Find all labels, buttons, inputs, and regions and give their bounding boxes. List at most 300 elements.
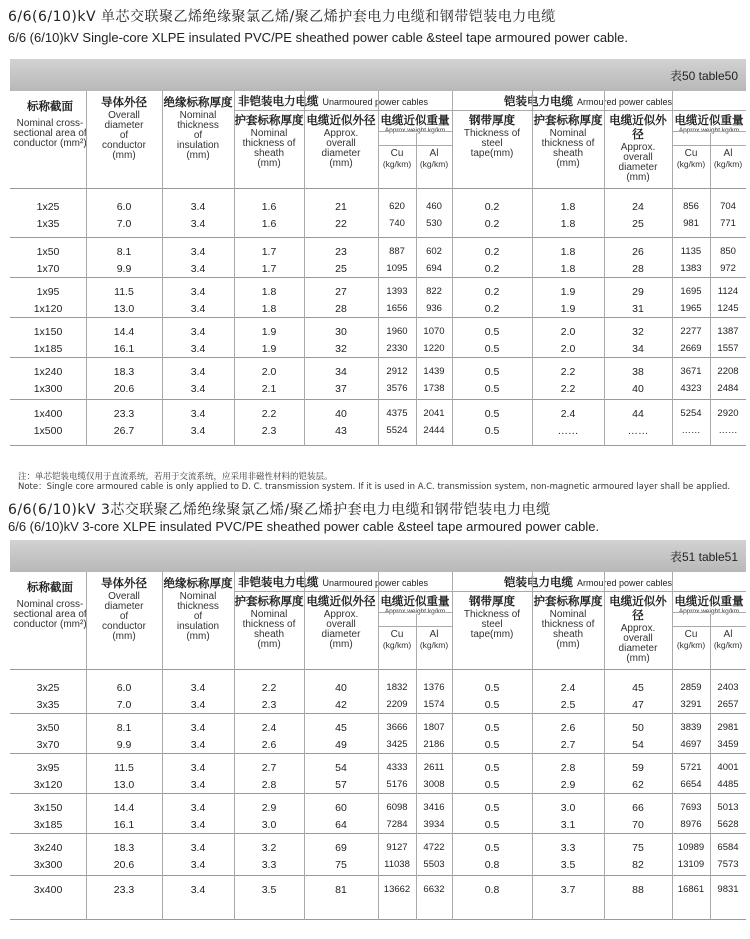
table50-note-en: Note：Single core armoured cable is only applied to D. C. transmission system. If it is used in A.C. transmission system, non-magnetic armoured layer shall be applied. [18, 482, 731, 492]
column-rule [234, 91, 235, 446]
header-armoured-weight-al-unit: (kg/km) [713, 159, 743, 169]
header-armoured-weight-en: Approx.weight kg/km [678, 127, 740, 134]
table-cell: 0.5 [484, 762, 500, 774]
table-cell: 2669 [680, 343, 702, 354]
table-cell: 1.6 [261, 201, 277, 213]
table-cell: 45 [632, 682, 644, 694]
table-cell: 42 [335, 699, 347, 711]
table-cell: 4001 [717, 762, 739, 773]
header-insulation-thickness [162, 576, 234, 642]
header-weight-cu-label: Cu [390, 629, 404, 640]
table-cell: 2041 [423, 408, 445, 419]
header-armoured [504, 574, 672, 590]
header-sheath-thickness [234, 594, 304, 650]
table-cell: 2.3 [261, 699, 277, 711]
table-cell: 9831 [717, 884, 739, 895]
header-armoured-weight-al-label: Al [723, 148, 733, 159]
header-rule [672, 131, 746, 132]
table-cell: 1x25 [36, 201, 60, 213]
table-cell: 69 [335, 842, 347, 854]
table-cell: 460 [426, 201, 442, 212]
table-cell: 28 [335, 303, 347, 315]
table-cell: 3.4 [190, 802, 206, 814]
table-cell: 2.0 [261, 366, 277, 378]
table-cell: 1x150 [33, 326, 63, 338]
table-cell: 40 [335, 408, 347, 420]
table-cell: 7693 [680, 802, 702, 813]
table-cell: 1383 [680, 263, 702, 274]
header-armoured-weight-al [710, 630, 746, 650]
column-rule [162, 572, 163, 920]
table-cell: 2.1 [261, 383, 277, 395]
header-conductor-diameter-cn: 导体外径 [101, 576, 147, 590]
table-cell: 2444 [423, 425, 445, 436]
table-cell: 0.5 [484, 779, 500, 791]
table-cell: 1.8 [560, 218, 576, 230]
table-cell: 11038 [384, 859, 410, 870]
table-cell: 3x120 [33, 779, 63, 791]
column-rule [416, 133, 417, 446]
header-sheath-thickness [234, 113, 304, 169]
table-cell: 13662 [383, 884, 411, 895]
table-cell: 6584 [717, 842, 739, 853]
table-cell: 2.2 [560, 366, 576, 378]
header-nominal-area [10, 580, 90, 630]
table-cell: 1x120 [33, 303, 63, 315]
table-cell: 6.0 [116, 682, 132, 694]
table-cell: 47 [632, 699, 644, 711]
table-cell: 3.4 [190, 682, 206, 694]
table-cell: 1124 [717, 286, 739, 297]
table-cell: 1807 [423, 722, 445, 733]
table-cell: 3.2 [261, 842, 277, 854]
table-cell: 3425 [386, 739, 408, 750]
header-insulation-thickness-cn: 绝缘标称厚度 [163, 576, 233, 590]
header-rule [378, 626, 452, 627]
header-armoured-weight-cu-label: Cu [684, 148, 698, 159]
table-cell: 1.8 [560, 246, 576, 258]
table-cell: 0.5 [484, 722, 500, 734]
table-cell: 0.5 [484, 819, 500, 831]
table-cell: 7284 [386, 819, 408, 830]
table-cell: 3x70 [36, 739, 60, 751]
table-cell: 4485 [717, 779, 739, 790]
header-armoured-sheath-thickness-en: Nominal thickness of sheath (mm) [541, 128, 595, 169]
header-weight-en: Approx.weight kg/km [384, 127, 446, 134]
table-cell: 0.5 [484, 383, 500, 395]
table-cell: 0.2 [484, 201, 500, 213]
table-cell: 3x150 [33, 802, 63, 814]
table-cell: 0.5 [484, 366, 500, 378]
header-unarmoured [238, 93, 428, 109]
table-cell: 704 [720, 201, 736, 212]
header-unarmoured-cn: 非铠装电力电缆 [238, 575, 319, 589]
header-weight-al [416, 149, 452, 169]
header-overall-diameter-en: Approx. overall diameter (mm) [321, 128, 361, 169]
table-cell: 8976 [680, 819, 702, 830]
table-cell: 936 [426, 303, 442, 314]
table-cell: 620 [389, 201, 405, 212]
header-armoured-weight-cn: 电缆近似重量 [674, 113, 744, 127]
table-cell: 1738 [423, 383, 445, 394]
table50-title-cn: 6/6(6/10)kV 单芯交联聚乙烯绝缘聚氯乙烯/聚乙烯护套电力电缆和钢带铠装电力电缆 [8, 9, 556, 25]
table-cell: 3.7 [560, 884, 576, 896]
table-cell: 25 [632, 218, 644, 230]
table-cell: 3671 [680, 366, 702, 377]
header-weight-cn: 电缆近似重量 [380, 113, 450, 127]
table-cell: 740 [389, 218, 405, 229]
table-cell: 1x300 [33, 383, 63, 395]
table-cell: 4375 [386, 408, 408, 419]
table-cell: 3.4 [190, 779, 206, 791]
header-weight-cu [378, 630, 416, 650]
table-cell: 3.4 [190, 366, 206, 378]
table-cell: 37 [335, 383, 347, 395]
header-overall-diameter [304, 113, 378, 169]
table50 [10, 59, 746, 446]
table-cell: 5524 [386, 425, 408, 436]
table-cell: 850 [720, 246, 736, 257]
table-cell: 3.3 [560, 842, 576, 854]
table-cell: 1x185 [33, 343, 63, 355]
table-cell: 2.9 [560, 779, 576, 791]
table-cell: 57 [335, 779, 347, 791]
header-armoured-weight-al-label: Al [723, 629, 733, 640]
table-cell: 2277 [680, 326, 702, 337]
header-sheath-thickness-cn: 护套标称厚度 [234, 594, 304, 608]
table-cell: 2.5 [560, 699, 576, 711]
table-cell: 75 [632, 842, 644, 854]
table-cell: 6.0 [116, 201, 132, 213]
header-overall-diameter [304, 594, 378, 650]
column-rule [532, 91, 533, 446]
table-cell: 1832 [386, 682, 408, 693]
table-cell: 3.5 [560, 859, 576, 871]
table-cell: 972 [720, 263, 736, 274]
table-cell: 23.3 [113, 884, 135, 896]
header-unarmoured-cn: 非铠装电力电缆 [238, 94, 319, 108]
table-cell: 0.5 [484, 326, 500, 338]
table-cell: 1.8 [560, 263, 576, 275]
table-cell: 2657 [717, 699, 739, 710]
table-cell: …… [627, 425, 649, 437]
table-cell: 9.9 [116, 263, 132, 275]
table-cell: 2208 [717, 366, 739, 377]
table-cell: 0.5 [484, 802, 500, 814]
table-label: 表51 table51 [669, 549, 738, 564]
table-cell: 3.4 [190, 762, 206, 774]
table-cell: 14.4 [113, 802, 135, 814]
table-cell: 3839 [680, 722, 702, 733]
table-cell: 16861 [677, 884, 705, 895]
table-label-bar [10, 59, 746, 91]
header-armoured-sheath-thickness-cn: 护套标称厚度 [533, 594, 603, 608]
header-sheath-thickness-en: Nominal thickness of sheath (mm) [242, 128, 296, 169]
header-armoured-cn: 铠装电力电缆 [504, 94, 573, 108]
table-cell: 4323 [680, 383, 702, 394]
table-cell: 54 [335, 762, 347, 774]
header-nominal-area-en: Nominal cross-sectional area of conductor (mm²) [13, 599, 87, 630]
table-cell: 5721 [680, 762, 702, 773]
table-cell: 40 [632, 383, 644, 395]
table-cell: 2.2 [261, 682, 277, 694]
table-cell: 66 [632, 802, 644, 814]
header-armoured-overall-diameter-en: Approx. overall diameter (mm) [618, 623, 658, 664]
table-cell: 1.7 [261, 263, 277, 275]
header-armoured-weight-cu [672, 630, 710, 650]
header-insulation-thickness-cn: 绝缘标称厚度 [163, 95, 233, 109]
table-cell: 1.6 [261, 218, 277, 230]
table-cell: 20.6 [113, 383, 135, 395]
header-steel-tape-cn: 钢带厚度 [469, 594, 515, 608]
table-cell: 3.4 [190, 201, 206, 213]
header-weight-cu-label: Cu [390, 148, 404, 159]
table-cell: 23.3 [113, 408, 135, 420]
table-cell: 602 [426, 246, 442, 257]
header-armoured-overall-diameter-cn: 电缆近似外径 [609, 113, 667, 141]
table-cell: 45 [335, 722, 347, 734]
table-label-bar [10, 540, 746, 572]
column-rule [162, 91, 163, 446]
table-cell: 3.4 [190, 739, 206, 751]
table50-note-cn: 注：单芯铠装电缆仅用于直流系统，若用于交流系统，应采用非磁性材料的铠装层。 [18, 472, 333, 482]
header-armoured-weight-cu-label: Cu [684, 629, 698, 640]
table-cell: 3459 [717, 739, 739, 750]
table-cell: 1x70 [36, 263, 60, 275]
table-cell: 1656 [386, 303, 408, 314]
table-cell: 24 [632, 201, 644, 213]
table-cell: 3.0 [261, 819, 277, 831]
column-rule [416, 614, 417, 920]
table-cell: 2.4 [261, 722, 277, 734]
header-steel-tape [452, 113, 532, 159]
header-steel-tape-cn: 钢带厚度 [469, 113, 515, 127]
table-cell: 3.4 [190, 699, 206, 711]
table-cell: 3.1 [560, 819, 576, 831]
table-cell: 22 [335, 218, 347, 230]
table-cell: 1393 [386, 286, 408, 297]
header-nominal-area-cn: 标称截面 [27, 580, 73, 594]
table51-title-en: 6/6 (6/10)kV 3-core XLPE insulated PVC/PE sheathed power cable &steel tape armoured power cable. [8, 519, 600, 534]
table-cell: 3.4 [190, 383, 206, 395]
table-cell: 14.4 [113, 326, 135, 338]
table-cell: 1574 [423, 699, 445, 710]
table-cell: 8.1 [116, 246, 132, 258]
table-cell: 2611 [423, 762, 445, 773]
table-cell: 3.5 [261, 884, 277, 896]
table-cell: 1.9 [560, 286, 576, 298]
table-cell: 3.4 [190, 408, 206, 420]
table-cell: 27 [335, 286, 347, 298]
header-insulation-thickness-en: Nominal thickness of insulation (mm) [176, 591, 220, 642]
table-cell: 1x400 [33, 408, 63, 420]
column-rule [304, 572, 305, 920]
table-cell: 4333 [386, 762, 408, 773]
table-cell: 64 [335, 819, 347, 831]
header-weight-al-unit: (kg/km) [419, 640, 449, 650]
table-cell: 822 [426, 286, 442, 297]
table-cell: 4722 [423, 842, 445, 853]
table-cell: 0.8 [484, 884, 500, 896]
table-cell: 2859 [680, 682, 702, 693]
table51 [10, 540, 746, 920]
header-weight-en: Approx.weight kg/km [384, 608, 446, 615]
table-cell: 28 [632, 263, 644, 275]
table-cell: 1965 [680, 303, 702, 314]
table-cell: 2981 [717, 722, 739, 733]
column-rule [452, 572, 453, 920]
table-cell: 6654 [680, 779, 702, 790]
table-cell: 1x500 [33, 425, 63, 437]
table-cell: 0.5 [484, 408, 500, 420]
table-cell: 7.0 [116, 699, 132, 711]
header-armoured-en: Armoured power cables [577, 578, 673, 588]
table-cell: 2920 [717, 408, 739, 419]
table-cell: 18.3 [113, 842, 135, 854]
table-cell: 3.4 [190, 218, 206, 230]
header-armoured-sheath-thickness [532, 113, 604, 169]
table-cell: 2330 [386, 343, 408, 354]
header-weight-cu-unit: (kg/km) [382, 640, 412, 650]
table-cell: 1.8 [560, 201, 576, 213]
table-cell: 0.5 [484, 739, 500, 751]
table-cell: 0.5 [484, 425, 500, 437]
table-cell: 0.8 [484, 859, 500, 871]
table-cell: 0.5 [484, 682, 500, 694]
column-rule [378, 572, 379, 920]
table-cell: 3x300 [33, 859, 63, 871]
table-cell: 43 [335, 425, 347, 437]
column-rule [710, 133, 711, 446]
table-cell: 1135 [680, 246, 702, 257]
header-armoured-weight-al [710, 149, 746, 169]
header-armoured-overall-diameter-en: Approx. overall diameter (mm) [618, 142, 658, 183]
table-cell: 0.5 [484, 842, 500, 854]
column-rule [604, 572, 605, 920]
table-cell: 3666 [386, 722, 408, 733]
table-cell: 7.0 [116, 218, 132, 230]
table-cell: 3576 [386, 383, 408, 394]
table-cell: 4697 [680, 739, 702, 750]
table-cell: 3416 [423, 802, 445, 813]
table-cell: 3x240 [33, 842, 63, 854]
header-armoured-weight-cn: 电缆近似重量 [674, 594, 744, 608]
table-cell: 0.2 [484, 263, 500, 275]
table-cell: 59 [632, 762, 644, 774]
table-cell: …… [557, 425, 579, 437]
table-cell: 1x50 [36, 246, 60, 258]
table-cell: 887 [389, 246, 405, 257]
header-weight-cn: 电缆近似重量 [380, 594, 450, 608]
table-cell: 0.2 [484, 218, 500, 230]
column-rule [234, 572, 235, 920]
header-rule [378, 131, 452, 132]
header-armoured-cn: 铠装电力电缆 [504, 575, 573, 589]
table-cell: 3.4 [190, 286, 206, 298]
table-label: 表50 table50 [669, 68, 738, 83]
header-sheath-thickness-en: Nominal thickness of sheath (mm) [242, 609, 296, 650]
table-cell: 50 [632, 722, 644, 734]
column-rule [86, 91, 87, 446]
table-cell: 2912 [386, 366, 408, 377]
table-cell: 5013 [717, 802, 739, 813]
table-cell: 1070 [423, 326, 445, 337]
header-armoured-sheath-thickness [532, 594, 604, 650]
table-cell: 2209 [386, 699, 408, 710]
table-cell: 0.2 [484, 286, 500, 298]
table-cell: 9.9 [116, 739, 132, 751]
table-cell: 2.7 [261, 762, 277, 774]
header-rule [378, 612, 452, 613]
table-cell: 49 [335, 739, 347, 751]
table-cell: 8.1 [116, 722, 132, 734]
table-cell: 11.5 [114, 286, 134, 298]
header-overall-diameter-cn: 电缆近似外径 [306, 594, 376, 608]
header-armoured-weight-cu-unit: (kg/km) [676, 640, 706, 650]
table-cell: 2.4 [560, 682, 576, 694]
header-steel-tape-en: Thickness of steel tape(mm) [463, 609, 521, 640]
column-rule [672, 91, 673, 446]
column-rule [86, 572, 87, 920]
header-rule [234, 591, 746, 592]
table-cell: 2.8 [261, 779, 277, 791]
table-cell: 70 [632, 819, 644, 831]
header-sheath-thickness-cn: 护套标称厚度 [234, 113, 304, 127]
header-armoured-overall-diameter-cn: 电缆近似外径 [609, 594, 667, 622]
table-cell: …… [681, 425, 701, 436]
table-cell: 1.7 [261, 246, 277, 258]
table-cell: 6098 [386, 802, 408, 813]
table-cell: 3008 [423, 779, 445, 790]
table-cell: 29 [632, 286, 644, 298]
table-cell: 3x185 [33, 819, 63, 831]
table-cell: 11.5 [114, 762, 134, 774]
table-cell: 856 [683, 201, 699, 212]
header-weight-al-label: Al [429, 148, 439, 159]
table-cell: 25 [335, 263, 347, 275]
table-cell: 2.3 [261, 425, 277, 437]
header-nominal-area-cn: 标称截面 [27, 99, 73, 113]
table-cell: 1387 [717, 326, 739, 337]
header-armoured-overall-diameter [604, 113, 672, 183]
table-cell: 44 [632, 408, 644, 420]
table-cell: 3.4 [190, 859, 206, 871]
table-cell: 5628 [717, 819, 739, 830]
table-cell: 530 [426, 218, 442, 229]
table-cell: 2.4 [560, 408, 576, 420]
table-cell: 3.3 [261, 859, 277, 871]
table-cell: 3x35 [36, 699, 60, 711]
header-armoured-overall-diameter [604, 594, 672, 664]
header-armoured-sheath-thickness-cn: 护套标称厚度 [533, 113, 603, 127]
header-armoured-weight-cu [672, 149, 710, 169]
table-cell: 34 [632, 343, 644, 355]
table-cell: 21 [335, 201, 347, 213]
table-cell: 0.5 [484, 699, 500, 711]
table-cell: 1960 [386, 326, 408, 337]
table-cell: 82 [632, 859, 644, 871]
table-cell: 3.4 [190, 263, 206, 275]
table-cell: 3.4 [190, 326, 206, 338]
table-cell: 10989 [677, 842, 705, 853]
table-cell: 6632 [423, 884, 445, 895]
table-cell: 3934 [423, 819, 445, 830]
table-cell: 1220 [423, 343, 445, 354]
column-rule [304, 91, 305, 446]
header-weight-cu-unit: (kg/km) [382, 159, 412, 169]
table-cell: 2.8 [560, 762, 576, 774]
table-cell: 32 [335, 343, 347, 355]
